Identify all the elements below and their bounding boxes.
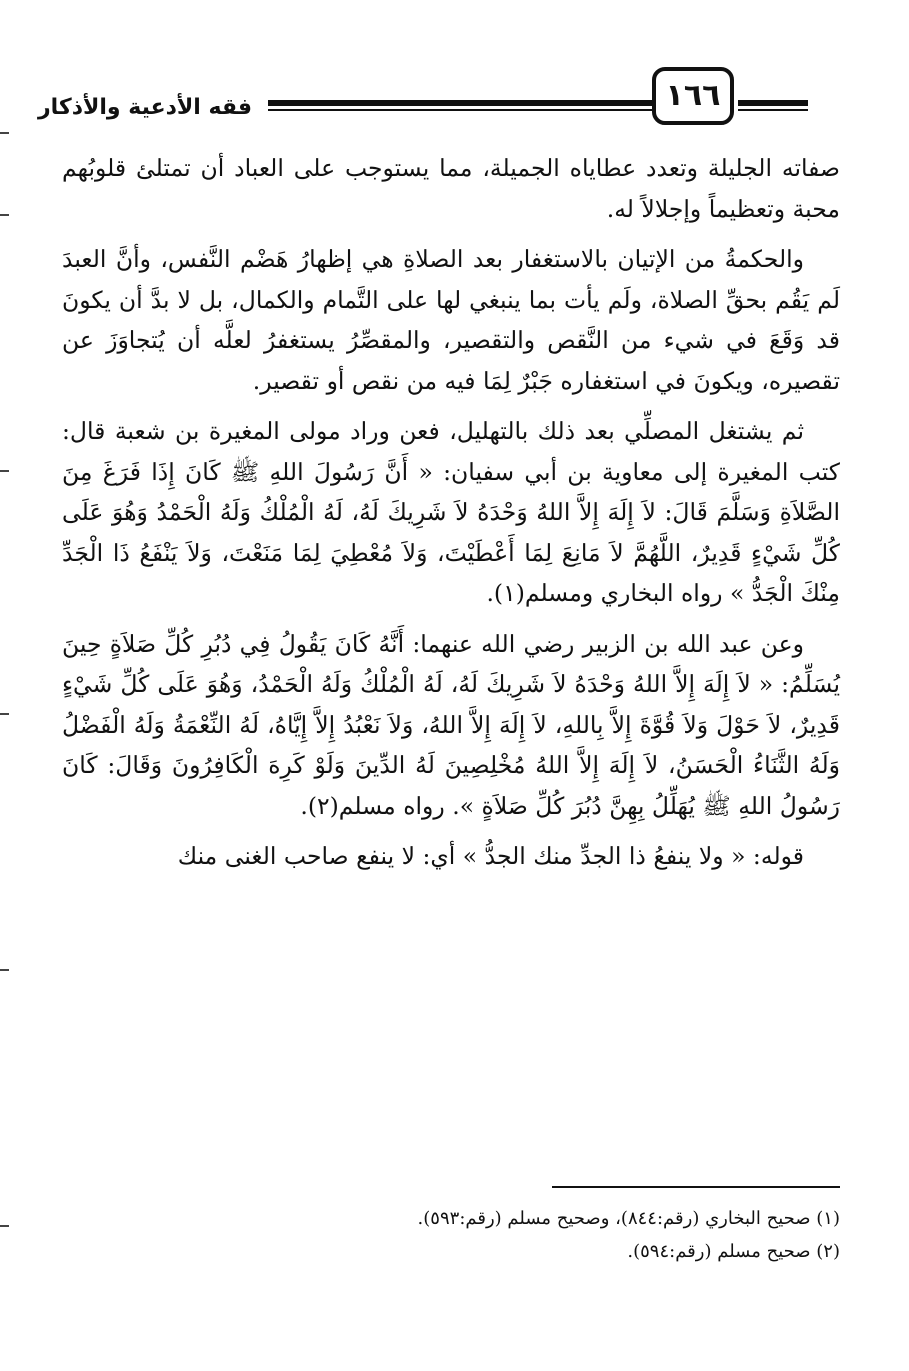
page-number-box: ١٦٦ — [652, 67, 734, 125]
paragraph-1: صفاته الجليلة وتعدد عطاياه الجميلة، مما يستوجب على العباد أن تمتلئ قلوبُهم محبة وتعظيماً وإجلالاً له. — [62, 154, 840, 223]
paragraph-4: وعن عبد الله بن الزبير رضي الله عنهما: أَنَّهُ كَانَ يَقُولُ فِي دُبُرِ كُلِّ صَلاَةٍ حِينَ يُسَلِّمُ: « لاَ إِلَهَ إِلاَّ اللهُ وَحْدَهُ لاَ شَرِيكَ لَهُ، لَهُ الْمُلْكُ وَلَهُ الْحَمْدُ، وَهُوَ عَلَى كُلِّ شَيْءٍ قَدِيرٌ، لاَ حَوْلَ وَلاَ قُوَّةَ إِلاَّ بِاللهِ، لاَ إِلَهَ إِلاَّ اللهُ، وَلاَ نَعْبُدُ إِلاَّ إِيَّاهُ، لَهُ النِّعْمَةُ وَلَهُ الْفَضْلُ وَلَهُ الثَّنَاءُ الْحَسَنُ، لاَ إِلَهَ إِلاَّ اللهُ مُخْلِصِينَ لَهُ الدِّينَ وَلَوْ كَرِهَ الْكَافِرُونَ وَقَالَ: كَانَ رَسُولُ اللهِ ﷺ يُهَلِّلُ بِهِنَّ دُبُرَ كُلِّ صَلاَةٍ ». رواه مسلم(٢). — [62, 629, 840, 820]
header-rule-right — [738, 100, 808, 114]
body-text — [62, 148, 840, 883]
scan-margin-mark — [0, 470, 9, 472]
paragraph-2: والحكمةُ من الإتيان بالاستغفار بعد الصلاةِ هي إظهارُ هَضْم النَّفس، وأنَّ العبدَ لَم يَقُم بحقِّ الصلاة، ولَم يأت بما ينبغي لها على التَّمام والكمال، بل لا بدَّ أن يكونَ قد وَقَعَ في شيء من النَّقص والتقصير، والمقصِّرُ يستغفرُ لعلَّه أن يُتجاوَزَ عن تقصيره، ويكونَ في استغفاره جَبْرٌ لِمَا فيه من نقص أو تقصير. — [62, 245, 840, 395]
scan-margin-mark — [0, 214, 9, 216]
footnote-1: (١) صحيح البخاري (رقم:٨٤٤)، وصحيح مسلم (رقم:٥٩٣). — [417, 1208, 840, 1229]
running-head-title: فقه الأدعية والأذكار — [38, 95, 253, 120]
paragraph-5: قوله: « ولا ينفعُ ذا الجدِّ منك الجدُّ » أي: لا ينفع صاحب الغنى منك — [177, 842, 804, 870]
header-rule-left — [268, 100, 652, 114]
scan-margin-mark — [0, 1225, 9, 1227]
footnotes — [62, 1202, 840, 1268]
scan-margin-mark — [0, 132, 9, 134]
footnote-separator — [552, 1186, 840, 1188]
paragraph-3: ثم يشتغل المصلِّي بعد ذلك بالتهليل، فعن وراد مولى المغيرة بن شعبة قال: كتب المغيرة إلى معاوية بن أبي سفيان: « أَنَّ رَسُولَ اللهِ ﷺ كَانَ إِذَا فَرَغَ مِنَ الصَّلاَةِ وَسَلَّمَ قَالَ: لاَ إِلَهَ إِلاَّ اللهُ وَحْدَهُ لاَ شَرِيكَ لَهُ، لَهُ الْمُلْكُ وَلَهُ الْحَمْدُ وَهُوَ عَلَى كُلِّ شَيْءٍ قَدِيرٌ، اللَّهُمَّ لاَ مَانِعَ لِمَا أَعْطَيْتَ، وَلاَ مُعْطِيَ لِمَا مَنَعْتَ، وَلاَ يَنْفَعُ ذَا الْجَدِّ مِنْكَ الْجَدُّ » رواه البخاري ومسلم(١). — [62, 417, 840, 607]
scan-margin-mark — [0, 713, 9, 715]
scan-margin-mark — [0, 969, 9, 971]
footnote-2: (٢) صحيح مسلم (رقم:٥٩٤). — [627, 1241, 840, 1262]
